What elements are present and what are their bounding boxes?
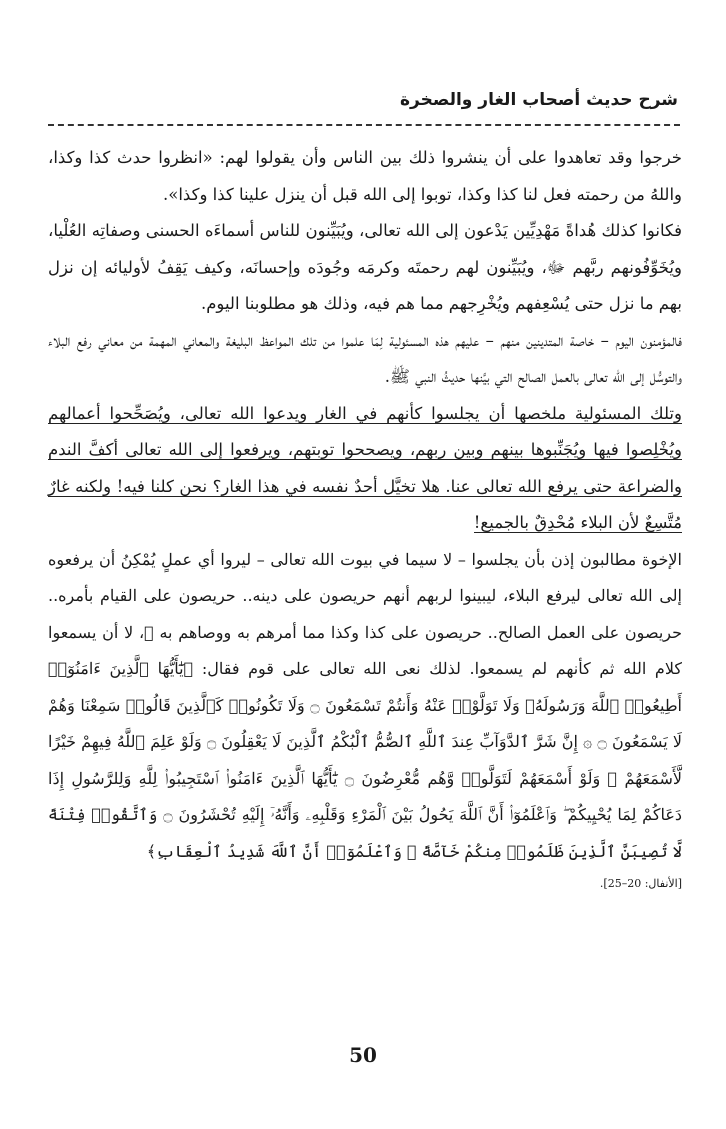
paragraph-4-underlined xyxy=(48,396,682,542)
paragraph-3: فالمؤمنون اليوم – خاصة المتدينين منهم – عليهم هذه المسئولية لِمَا علموا من تلك المواعظ البليغة والمعاني المهمة من معاني رفع البلاء والتوسُّل إلى الله تعالى بالعمل الصالح التي بيَّنها حديثُ النبي ﷺ. xyxy=(48,330,682,386)
paragraph-1: خرجوا وقد تعاهدوا على أن ينشروا ذلك بين الناس وأن يقولوا لهم: «انظروا حدث كذا وكذا، واللهُ من رحمته فعل لنا كذا وكذا، توبوا إلى الله قبل أن ينزل علينا كذا وكذا». xyxy=(48,148,682,204)
page-number: 50 xyxy=(349,1043,377,1067)
header-divider xyxy=(48,124,680,126)
underlined-text: وتلك المسئولية ملخصها أن يجلسوا كأنهم في الغار ويدعوا الله تعالى، ويُصَحِّحوا أعمالهم ويُخْلِصوا فيها ويُجَنِّبوها بينهم وبين ربهم، ويصححوا توبتهم، ويرفعوا إلى الله تعالى أكفَّ الندم والضراعة حتى يرفع الله تعالى عنا. هلا تخيَّل أحدٌ نفسه في هذا الغار؟ نحن كلنا فيه! ولكنه غارٌ مُتَّسِعٌ لأن البلاء مُحْدِقٌ بالجميع! xyxy=(48,403,682,532)
body-text xyxy=(48,140,682,894)
verse-reference: [الأنفال: 20–25]. xyxy=(599,877,682,890)
paragraph-2: فكانوا كذلك هُداةً مَهْدِيِّين يَدْعون إلى الله تعالى، ويُبَيِّنون للناس أسماءَه الحسنى وصفاتِه العُلْيا، ويُخَوِّفُونهم ربَّهم ﷻ، ويُبَيِّنون لهم رحمتَه وكرمَه وجُودَه وإحسانَه، وكيف يَقِفُ لأوليائه إن نزل بهم ما نزل حتى يُسْعِفهم ويُخْرِجهم مما هم فيه، وذلك هو مطلوبنا اليوم. xyxy=(48,221,682,313)
running-header: شرح حديث أصحاب الغار والصخرة xyxy=(399,90,678,110)
paragraph-5-with-verses: الإخوة مطالبون إذن بأن يجلسوا – لا سيما في بيوت الله تعالى – ليروا أي عملٍ يُمْكِنُ أن يرفعوه إلى الله تعالى ليرفع البلاء، ليبينوا لربهم أنهم حريصون على دينه.. حريصون على القيام بأمره.. حريصون على العمل الصالح.. حريصون على كذا وكذا مما أمرهم به ووصاهم به ﷺ، لا أن يسمعوا كلام الله ثم كأنهم لم يسمعوا. لذلك نعى الله تعالى على قوم فقال: ﴿يَٰٓأَيُّهَا ٱلَّذِينَ ءَامَنُوٓا۟ أَطِيعُوا۟ ٱللَّهَ وَرَسُولَهُۥ وَلَا تَوَلَّوْا۟ عَنْهُ وَأَنتُمْ تَسْمَعُونَ ۝ وَلَا تَكُونُوا۟ كَٱلَّذِينَ قَالُوا۟ سَمِعْنَا وَهُمْ لَا يَسْمَعُونَ ۝ ۞ إِنَّ شَرَّ ٱلدَّوَآبِّ عِندَ ٱللَّهِ ٱلصُّمُّ ٱلْبُكْمُ ٱلَّذِينَ لَا يَعْقِلُونَ ۝ وَلَوْ عَلِمَ ٱللَّهُ فِيهِمْ خَيْرًا لَّأَسْمَعَهُمْ ۖ وَلَوْ أَسْمَعَهُمْ لَتَوَلَّوا۟ وَّهُم مُّعْرِضُونَ ۝ يَٰٓأَيُّهَا ٱلَّذِينَ ءَامَنُوا۟ ٱسْتَجِيبُوا۟ لِلَّهِ وَلِلرَّسُولِ إِذَا دَعَاكُمْ لِمَا يُحْيِيكُمْ ۖ وَٱعْلَمُوٓا۟ أَنَّ ٱللَّهَ يَحُولُ بَيْنَ ٱلْمَرْءِ وَقَلْبِهِۦ وَأَنَّهُۥٓ إِلَيْهِ تُحْشَرُونَ ۝ وَٱتَّقُوا۟ فِتْنَةً لَّا تُصِيبَنَّ ٱلَّذِينَ ظَلَمُوا۟ مِنكُمْ خَآصَّةً ۖ وَٱعْلَمُوٓا۟ أَنَّ ٱللَّهَ شَدِيدُ ٱلْعِقَابِ﴾ xyxy=(48,549,683,861)
